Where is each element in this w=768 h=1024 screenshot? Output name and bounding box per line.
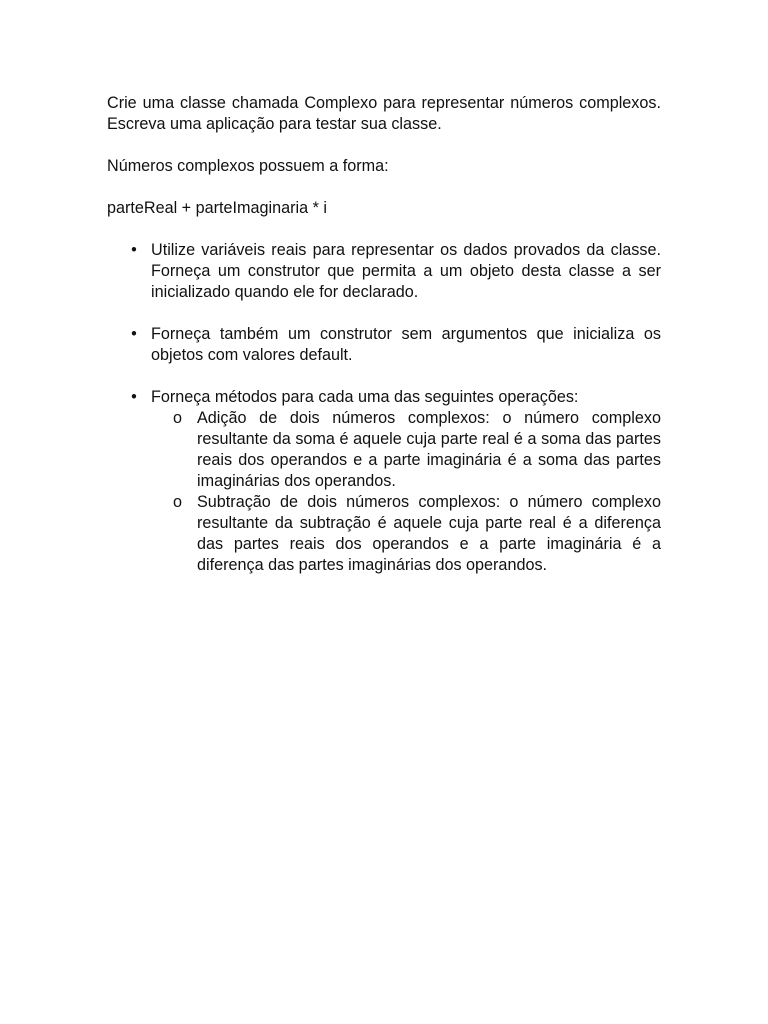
formula-line: parteReal + parteImaginaria * i (107, 199, 328, 217)
sub-bullet-icon: o (173, 493, 183, 511)
sub-list-item (151, 408, 661, 492)
list-item (107, 240, 679, 303)
sub-list-item (151, 492, 661, 576)
list-item-text: Forneça métodos para cada uma das seguintes operações: (151, 388, 579, 406)
operations-sublist (151, 408, 661, 576)
list-item (107, 324, 661, 366)
intro-paragraph: Crie uma classe chamada Complexo para representar números complexos. Escreva uma aplicação para testar sua classe. (107, 94, 661, 133)
form-intro-paragraph: Números complexos possuem a forma: (107, 157, 389, 175)
bullet-icon: • (131, 241, 137, 259)
bullet-icon: • (131, 325, 137, 343)
sub-list-item-text: Adição de dois números complexos: o número complexo resultante da soma é aquele cuja parte real é a soma das partes reais dos operandos e a parte imaginária é a soma das partes imaginárias dos operandos. (197, 409, 661, 490)
sub-bullet-icon: o (173, 409, 183, 427)
list-item (107, 387, 661, 576)
list-item-text: Forneça também um construtor sem argumentos que inicializa os objetos com valores default. (151, 325, 661, 364)
sub-list-item-text: Subtração de dois números complexos: o número complexo resultante da subtração é aquele cuja parte real é a diferença das partes reais dos operandos e a parte imaginária é a diferença das partes imaginárias dos operandos. (197, 493, 661, 574)
document-page (107, 93, 679, 576)
bullet-icon: • (131, 388, 137, 406)
requirements-list (107, 240, 679, 576)
list-item-text: Utilize variáveis reais para representar os dados provados da classe. Forneça um construtor que permita a um objeto desta classe a ser inicializado quando ele for declarado. (151, 241, 679, 301)
